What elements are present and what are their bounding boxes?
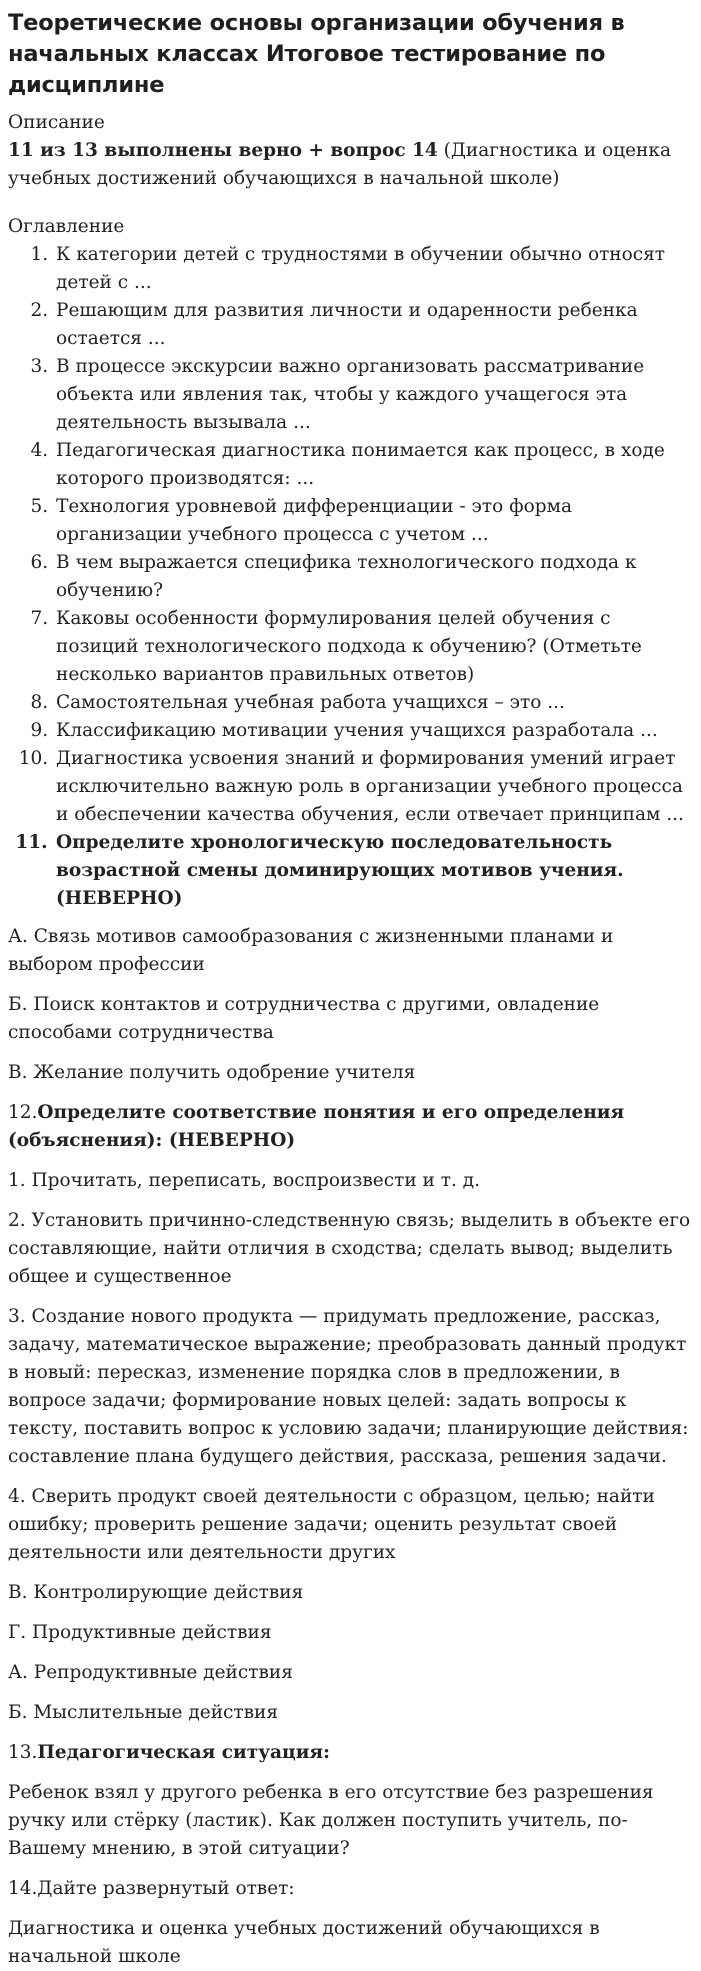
answer-option: В. Желание получить одобрение учителя: [8, 1062, 416, 1083]
toc-item: 10. Диагностика усвоения знаний и формирования умений играет исключительно важную роль в организации учебного процесса и обеспечении качества обучения, если отвечает принципам ...: [54, 745, 693, 829]
toc-item: 9. Классификацию мотивации учения учащихся разработала ...: [54, 717, 693, 745]
toc-item: 8. Самостоятельная учебная работа учащихся – это ...: [54, 689, 693, 717]
question-13: [8, 1739, 693, 1767]
toc-item: 7. Каковы особенности формулирования целей обучения с позиций технологического подхода к обучению? (Отметьте несколько вариантов правильных ответов): [54, 605, 693, 689]
match-item: В. Контролирующие действия: [8, 1582, 304, 1603]
toc-item: 11. Определите хронологическую последовательность возрастной смены доминирующих мотивов учения. (НЕВЕРНО): [54, 829, 693, 913]
answer-option: Б. Поиск контактов и сотрудничества с другими, овладение способами сотрудничества: [8, 994, 600, 1043]
question-12: [8, 1099, 693, 1155]
question-number: 12.: [8, 1102, 38, 1123]
toc-item: 3. В процессе экскурсии важно организовать рассматривание объекта или явления так, чтобы у каждого учащегося эта деятельность вызывала ...: [54, 353, 693, 437]
question-14-body: Диагностика и оценка учебных достижений обучающихся в начальной школе: [8, 1918, 600, 1967]
question-text: Определите соответствие понятия и его определения (объяснения): (НЕВЕРНО): [8, 1102, 625, 1151]
question-14: 14.Дайте развернутый ответ:: [8, 1878, 295, 1899]
description-text: (Диагностика и оценка учебных достижений обучающихся в начальной школе): [8, 140, 671, 189]
match-item: 4. Сверить продукт своей деятельности с образцом, целью; найти ошибку; проверить решение задачи; оценить результат своей деятельности или деятельности других: [8, 1486, 655, 1563]
toc-label: Оглавление: [8, 216, 125, 237]
match-item: 1. Прочитать, переписать, воспроизвести и т. д.: [8, 1170, 481, 1191]
question-text: Педагогическая ситуация:: [37, 1742, 330, 1763]
toc-item: 2. Решающим для развития личности и одаренности ребенка остается ...: [54, 297, 693, 353]
toc-item: 6. В чем выражается специфика технологического подхода к обучению?: [54, 549, 693, 605]
match-item: Г. Продуктивные действия: [8, 1622, 272, 1643]
match-item: Б. Мыслительные действия: [8, 1702, 279, 1723]
toc-item: 5. Технология уровневой дифференциации - это форма организации учебного процесса с учетом ...: [54, 493, 693, 549]
description-score: 11 из 13 выполнены верно + вопрос 14: [8, 140, 438, 161]
description-label: Описание: [8, 112, 105, 133]
table-of-contents: [8, 241, 693, 913]
page-title: Теоретические основы организации обучения в начальных классах Итоговое тестирование по дисциплине: [8, 10, 625, 98]
match-item: А. Репродуктивные действия: [8, 1662, 293, 1683]
description: [8, 137, 693, 193]
question-number: 13.: [8, 1742, 38, 1763]
toc-item: 4. Педагогическая диагностика понимается как процесс, в ходе которого производятся: ...: [54, 437, 693, 493]
toc-item: 1. К категории детей с трудностями в обучении обычно относят детей с ...: [54, 241, 693, 297]
question-13-body: Ребенок взял у другого ребенка в его отсутствие без разрешения ручку или стёрку (ластик). Как должен поступить учитель, по-Вашему мнению, в этой ситуации?: [8, 1782, 654, 1859]
match-item: 3. Создание нового продукта — придумать предложение, рассказ, задачу, математическое выражение; преобразовать данный продукт в новый: пересказ, изменение порядка слов в предложении, в вопросе задачи; формирование новых целей: задать вопросы к тексту, поставить вопрос к условию задачи; планирующие действия: составление плана будущего действия, рассказа, решения задачи.: [8, 1306, 689, 1467]
answer-option: А. Связь мотивов самообразования с жизненными планами и выбором профессии: [8, 926, 614, 975]
match-item: 2. Установить причинно-следственную связь; выделить в объекте его составляющие, найти отличия в сходства; сделать вывод; выделить общее и существенное: [8, 1210, 691, 1287]
